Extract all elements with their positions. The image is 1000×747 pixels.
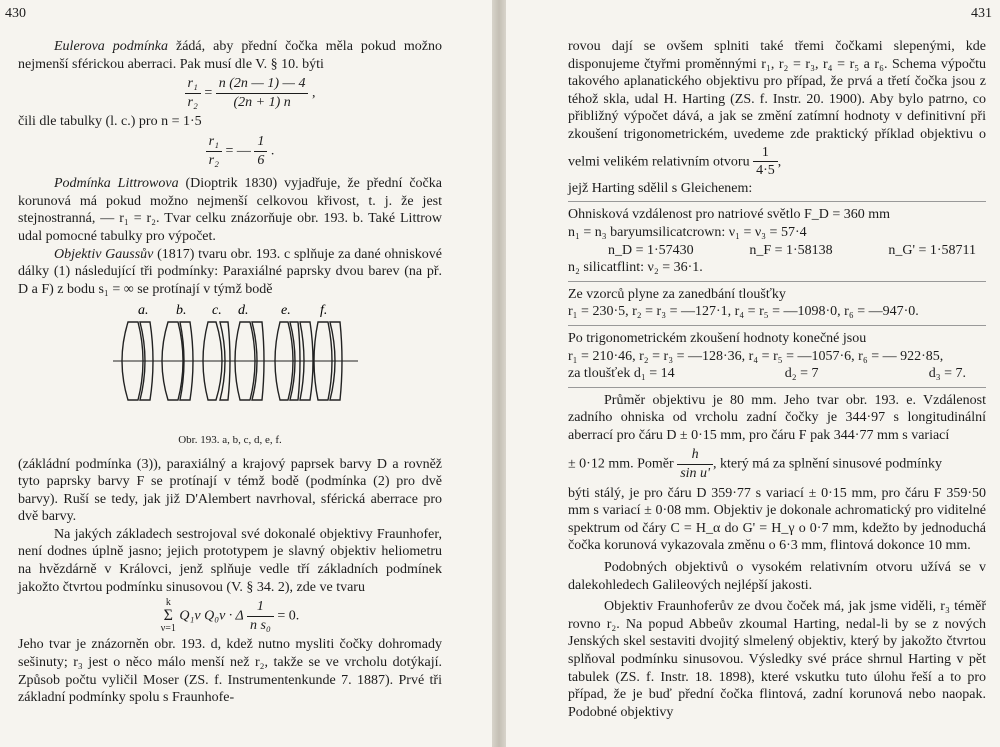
- divider: [568, 201, 986, 202]
- equation-tail: .: [270, 143, 275, 159]
- sum-lower-limit: ν=1: [160, 623, 176, 635]
- figure-caption: Obr. 193. a, b, c, d, e, f.: [178, 433, 282, 446]
- paragraph: [18, 246, 442, 299]
- paragraph-text: (Dioptrik 1830) vyjadřuje, že přední čočka korunová má pokud možno nejmenší celkovou křivost, t. j. že jest stejnostranná, — r₁ = r₂. Tvar celku znázorňuje obr. 193. b. Také Littrow udal pomocné tabulky pro výpočet.: [18, 176, 442, 244]
- denominator: 4·5: [756, 163, 775, 179]
- equation: k Σ ν=1 Q₁ν Q₀ν · Δ $\frac{1}{\text{n s₀}}$ = 0.: [160, 597, 300, 635]
- paragraph-text: rovou dají se ovšem splniti také třemi čočkami slepenými, kde disponujeme čtyřmi proměnnými r₁, r₂ = r₃, r₄ = r₅ a r₆. Schema výpočtu takového aplanatického objektivu pro případ, že prvá a třetí čočka jsou z téhož skla, udal H. Harting (ZS. f. Instr. 20. 1900). Aby bylo patrno, co přibližný výpočet dává, a jak se změní zatímní hodnoty v definitivní při zkoušení trigonometrickém, uvedeme zde praktický příklad objektivu o velmi velikém relativním otvoru: [568, 39, 986, 169]
- figure-label-b: b.: [176, 303, 187, 319]
- figure-label-c: c.: [212, 303, 222, 319]
- divider: [568, 387, 986, 388]
- paragraph: Průměr objektivu je 80 mm. Jeho tvar obr. 193. e. Vzdálenost zadního ohniska od vrcholu zadní čočky je 344·97 s longitudinální aberrací pro čáru D ± 0·15 mm, pro čáru F pak 344·77 mm s variací: [568, 392, 986, 443]
- figure-labels: [138, 303, 327, 318]
- index-ng: n_G' = 1·58711: [888, 242, 976, 258]
- numerator: r₁: [206, 133, 222, 152]
- term: Eulerova podmínka: [54, 39, 168, 54]
- lens-figure: [18, 298, 442, 430]
- paragraph: čili dle tabulky (l. c.) pro n = 1·5: [18, 114, 202, 130]
- left-text-column: [18, 38, 442, 707]
- data-line: n₁ = n₃ baryumsilicatcrown: ν₁ = ν₃ = 57·4: [568, 224, 807, 240]
- paragraph: (zákládní podmínka (3)), paraxiálný a krajový paprsek barvy D a rovněž tyto paprsky barvy F se protínají v témž bodě (podmínka (2) pro dvě barvy). Ruší se tedy, jak již D'Alembert navrhoval, sférická aberrace pro dvě barvy.: [18, 456, 442, 525]
- data-line: Ohnisková vzdálenost pro natriové světlo F_D = 360 mm: [568, 207, 891, 223]
- denominator: (2n + 1) n: [233, 94, 291, 110]
- equation: [38, 133, 442, 169]
- figure-label-f: f.: [320, 303, 328, 319]
- data-line: Ze vzorců plyne za zanedbání tloušťky: [568, 286, 786, 302]
- denominator: r₂: [208, 152, 219, 168]
- equation-tail: ,: [311, 85, 316, 101]
- paragraph-text: (1817) tvaru obr. 193. c splňuje za dané ohniskové dálky (1) následující tři podmínky: Paraxiálné paprsky dvou barev (na př. D a F) z bodu s₁ = ∞ se protínají v týmž bodě: [18, 246, 442, 297]
- term: Podmínka Littrowova: [54, 176, 179, 192]
- paragraph: jejž Harting sdělil s Gleichenem:: [568, 180, 753, 196]
- line-text: , který má za splnění sinusové podmínky: [713, 456, 943, 472]
- equation-tail: = 0.: [277, 608, 300, 624]
- sum-upper-limit: k: [165, 597, 171, 609]
- summation: k Σ ν=1: [160, 597, 176, 635]
- denominator: r₂: [187, 94, 198, 110]
- divider: [568, 325, 986, 326]
- divider: [568, 281, 986, 282]
- fraction: [247, 598, 274, 634]
- paragraph-text: žádá, aby přední čočka měla pokud možno nejmenší sférickou aberraci. Pak musí dle V. § 10. býti: [18, 39, 442, 72]
- numerator: 1: [254, 133, 267, 152]
- denominator: 6: [257, 152, 265, 168]
- index-nf: n_F = 1·58138: [749, 242, 833, 258]
- figure-label-e: e.: [281, 303, 291, 319]
- thickness-row: [568, 365, 986, 383]
- left-page: [0, 0, 492, 747]
- paragraph: [18, 175, 442, 245]
- paragraph: Jeho tvar je znázorněn obr. 193. d, kdež nutno mysliti čočky dohromady sešinuty; r₃ jest o něco málo menší než r₂, takže se ve vrcholu dotýkají. Způsob počtu vyličil Moser (ZS. f. Instrumentenkunde 7. 1887). Prvé tři základní podmínky spolu s Fraunhofe-: [18, 637, 442, 706]
- fraction: [753, 144, 778, 180]
- numerator: n (2n — 1) — 4: [216, 75, 309, 94]
- figure-label-d: d.: [238, 303, 249, 319]
- paragraph: Podobných objektivů o vysokém relativním otvoru užívá se v dalekohledech Galileových nejlépší jakosti.: [568, 560, 986, 593]
- equation: $\frac{\text{r₁}}{\text{r₂}}$ = $\frac{n (2n — 1) — 4}{(2n + 1) n}$ ,: [58, 75, 442, 111]
- fraction: [216, 75, 309, 111]
- numerator: 1: [753, 144, 778, 163]
- fraction: [206, 133, 222, 169]
- fraction: [185, 75, 201, 111]
- page-number: 431: [971, 6, 992, 21]
- page-number: 430: [5, 6, 26, 21]
- equation-sign: = —: [225, 143, 251, 159]
- fraction: [254, 133, 267, 169]
- thickness-d3: d₃ = 7.: [928, 366, 966, 382]
- radii-line: r₁ = 210·46, r₂ = r₃ = —128·36, r₄ = r₅ = —1057·6, r₆ = — 922·85,: [568, 348, 944, 364]
- right-page: [506, 0, 1000, 747]
- paragraph-tail: ,: [777, 153, 782, 169]
- figure-label-a: a.: [138, 303, 149, 319]
- paragraph: Objektiv Fraunhoferův ze dvou čoček má, jak jsme viděli, r₃ téměř rovno r₂. Na popud Abbeův zkoumal Harting, nedal-li by se z nových Jenských skel sestaviti dvojitý slmelený objektiv, který by jakožto čtvrtou splňoval podmínku sinusovou. Výsledky své práce shrnul Harting v pět tabulek (ZS. f. Instr. 18. 1898), které vskutku tuto úlohu řeší a to pro případ, že je buď přední čočka flintová, zadní korunová nebo naopak. Podobné objektivy: [568, 599, 986, 720]
- denominator: sin u': [680, 466, 711, 482]
- data-line: Po trigonometrickém zkoušení hodnoty konečné jsou: [568, 330, 867, 346]
- thickness-d1: za tloušťek d₁ = 14: [568, 366, 675, 382]
- sine-ratio-line: [568, 446, 986, 482]
- refractive-index-row: [568, 242, 986, 260]
- numerator: 1: [247, 598, 274, 617]
- book-gutter: [492, 0, 506, 747]
- radii-line: r₁ = 230·5, r₂ = r₃ = —127·1, r₄ = r₅ = —1098·0, r₆ = —947·0.: [568, 304, 919, 320]
- paragraph: býti stálý, je pro čáru D 359·77 s variací ± 0·15 mm, pro čáru F 359·50 mm s variací ± 0·08 mm. Objektiv je dokonale achromatický pro viditelné spektrum od čáry C = H_α do G' = H_γ o 0·7 mm, kdežto by jednoduchá čočka korunová vykazovala změnu o 6·3 mm, flintová dokonce 10 mm.: [568, 485, 986, 554]
- data-line: n₂ silicatflint: ν₂ = 36·1.: [568, 260, 703, 276]
- thickness-d2: d₂ = 7: [784, 366, 819, 382]
- numerator: h: [677, 446, 713, 465]
- paragraph: [568, 38, 986, 180]
- numerator: r₁: [185, 75, 201, 94]
- paragraph: [18, 38, 442, 73]
- fraction: [677, 446, 713, 482]
- line-text: ± 0·12 mm. Poměr: [568, 456, 674, 472]
- paragraph: Na jakých základech sestrojoval své dokonalé objektivy Fraunhofer, není dodnes úplně jasno; jejich prototypem je slavný objektiv heliometru na hvězdárně v Královci, jenž splňuje vedle tří základních podmínek jakožto čtvrtou podmínku sinusovou (V. § 34. 2), zde ve tvaru: [18, 526, 442, 595]
- denominator: n s₀: [250, 617, 271, 633]
- right-text-column: [568, 38, 986, 721]
- term: Objektiv Gaussův: [54, 246, 154, 262]
- index-nd: n_D = 1·57430: [608, 242, 694, 258]
